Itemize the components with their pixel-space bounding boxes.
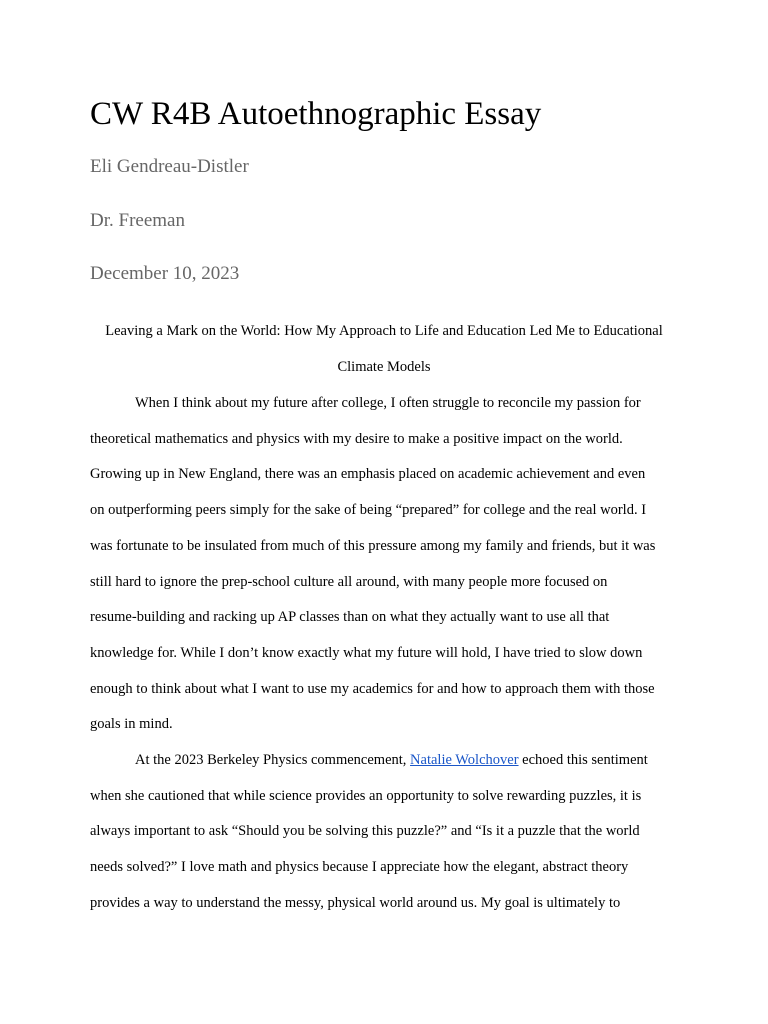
essay-body	[90, 386, 686, 922]
paragraph-line: knowledge for. While I don’t know exactly what my future will hold, I have tried to slow down	[90, 644, 643, 661]
paragraph-line: When I think about my future after college, I often struggle to reconcile my passion for	[135, 395, 641, 411]
document-title: CW R4B Autoethnographic Essay	[90, 96, 542, 132]
paragraph-text: At the 2023 Berkeley Physics commencement,	[135, 752, 411, 769]
paragraph-line: on outperforming peers simply for the sake of being “prepared” for college and the real world. I	[90, 502, 647, 519]
natalie-wolchover-link[interactable]: Natalie Wolchover	[410, 752, 519, 769]
paragraph-line	[90, 743, 686, 779]
paragraph-line: goals in mind.	[90, 716, 173, 733]
paragraph-line: was fortunate to be insulated from much of this pressure among my family and friends, but it was	[90, 537, 656, 554]
paragraph-line: provides a way to understand the messy, physical world around us. My goal is ultimately to	[90, 894, 621, 911]
essay-paragraph-1	[90, 386, 686, 743]
essay-paragraph-2	[90, 743, 686, 922]
essay-heading	[85, 314, 683, 386]
paragraph-line: resume-building and racking up AP classes than on what they actually want to use all that	[90, 609, 610, 626]
paragraph-line: when she cautioned that while science provides an opportunity to solve rewarding puzzles, it is	[90, 787, 642, 804]
essay-heading-line: Leaving a Mark on the World: How My Approach to Life and Education Led Me to Educational	[105, 323, 663, 339]
essay-date: December 10, 2023	[90, 263, 240, 284]
paragraph-line: always important to ask “Should you be solving this puzzle?” and “Is it a puzzle that the world	[90, 823, 640, 840]
paragraph-line: theoretical mathematics and physics with my desire to make a positive impact on the world.	[90, 430, 623, 447]
essay-heading-line: Climate Models	[337, 358, 431, 375]
paragraph-line: Growing up in New England, there was an emphasis placed on academic achievement and even	[90, 466, 646, 483]
instructor-name: Dr. Freeman	[90, 210, 185, 231]
paragraph-line: still hard to ignore the prep-school culture all around, with many people more focused on	[90, 573, 608, 590]
author-name: Eli Gendreau-Distler	[90, 156, 249, 177]
paragraph-text: echoed this sentiment	[518, 752, 648, 769]
paragraph-line: needs solved?” I love math and physics because I appreciate how the elegant, abstract theory	[90, 859, 629, 876]
paragraph-line: enough to think about what I want to use my academics for and how to approach them with those	[90, 680, 655, 697]
